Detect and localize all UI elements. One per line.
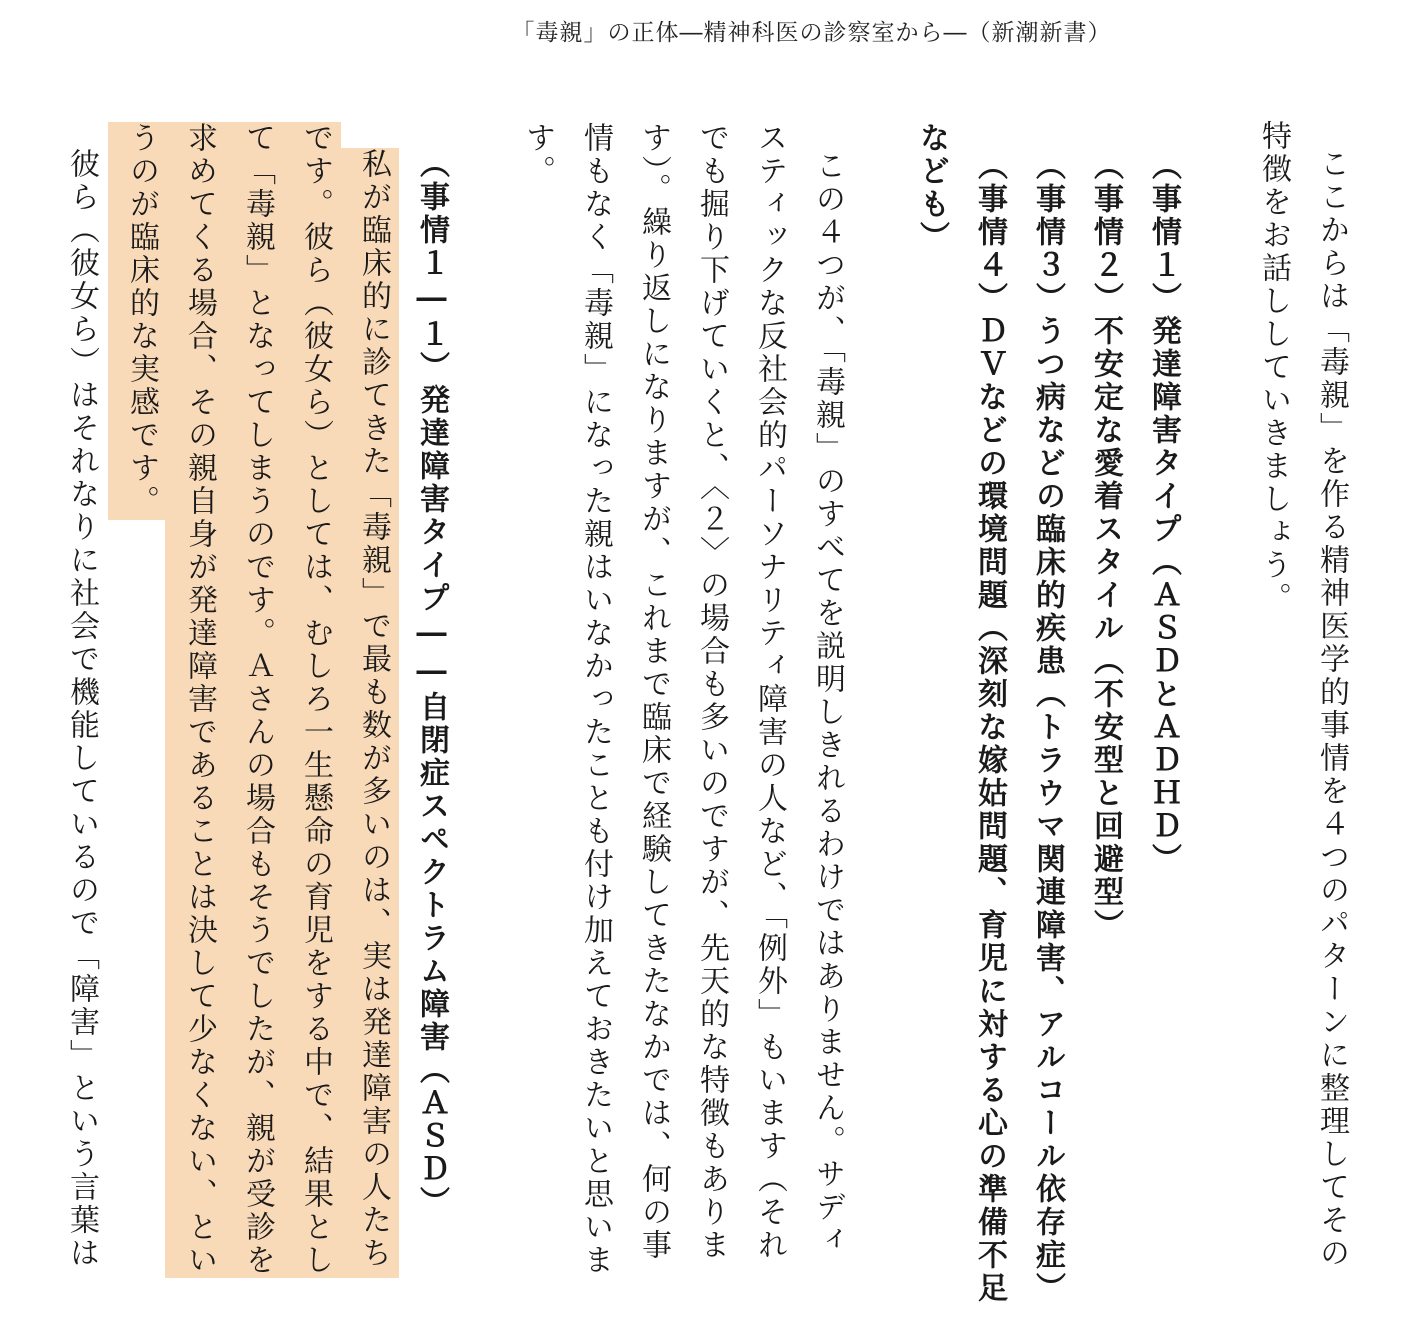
text-column-7: なども） [914, 122, 949, 254]
text-column-20: 彼ら（彼女ら）はそれなりに社会で機能しているので「障害」という言葉は [64, 148, 99, 1270]
text-column-5: （事情３）うつ病などの臨床的疾患（トラウマ関連障害、アルコール依存症） [1030, 150, 1065, 1305]
book-title-header [0, 14, 1423, 47]
text-column-9: スティックな反社会的パーソナリティ障害の人など、「例外」もいます（それ [752, 122, 787, 1262]
text-column-3: （事情１）発達障害タイプ（ＡＳＤとＡＤＨＤ） [1146, 150, 1181, 876]
text-column-16: です。彼ら（彼女ら）としては、むしろ一生懸命の育児をする中で、結果とし [298, 122, 333, 1277]
text-column-12: 情もなく「毒親」になった親はいなかったことも付け加えておきたいと思いま [578, 122, 613, 1277]
text-column-15: 私が臨床的に診てきた「毒親」で最も数が多いのは、実は発達障害の人たち [356, 148, 391, 1270]
text-column-13: す。 [520, 122, 555, 188]
text-column-18: 求めてくる場合、その親自身が発達障害であることは決して少なくない、とい [182, 122, 217, 1277]
text-column-6: （事情４）ＤＶなどの環境問題（深刻な嫁姑問題、育児に対する心の準備不足 [972, 150, 1007, 1305]
text-column-10: でも掘り下げていくと、〈２〉の場合も多いのですが、先天的な特徴もありま [694, 122, 729, 1262]
text-column-17: て「毒親」となってしまうのです。Ａさんの場合もそうでしたが、親が受診を [240, 122, 275, 1277]
text-column-1: ここからは「毒親」を作る精神医学的事情を４つのパターンに整理してその [1314, 148, 1349, 1270]
text-column-14: （事情１―１）発達障害タイプ――自閉症スペクトラム障害（ＡＳＤ） [414, 148, 449, 1219]
text-column-11: す）。繰り返しになりますが、これまで臨床で経験してきたなかでは、何の事 [636, 122, 671, 1262]
book-title: 「毒親」の正体―精神科医の診察室から―（新潮新書） [511, 20, 1112, 46]
text-column-4: （事情２）不安定な愛着スタイル（不安型と回避型） [1088, 150, 1123, 942]
text-column-8: この４つが、「毒親」のすべてを説明しきれるわけではありません。サディ [810, 150, 845, 1257]
text-column-19: うのが臨床的な実感です。 [124, 122, 159, 518]
text-column-2: 特徴をお話ししていきましょう。 [1256, 120, 1291, 615]
